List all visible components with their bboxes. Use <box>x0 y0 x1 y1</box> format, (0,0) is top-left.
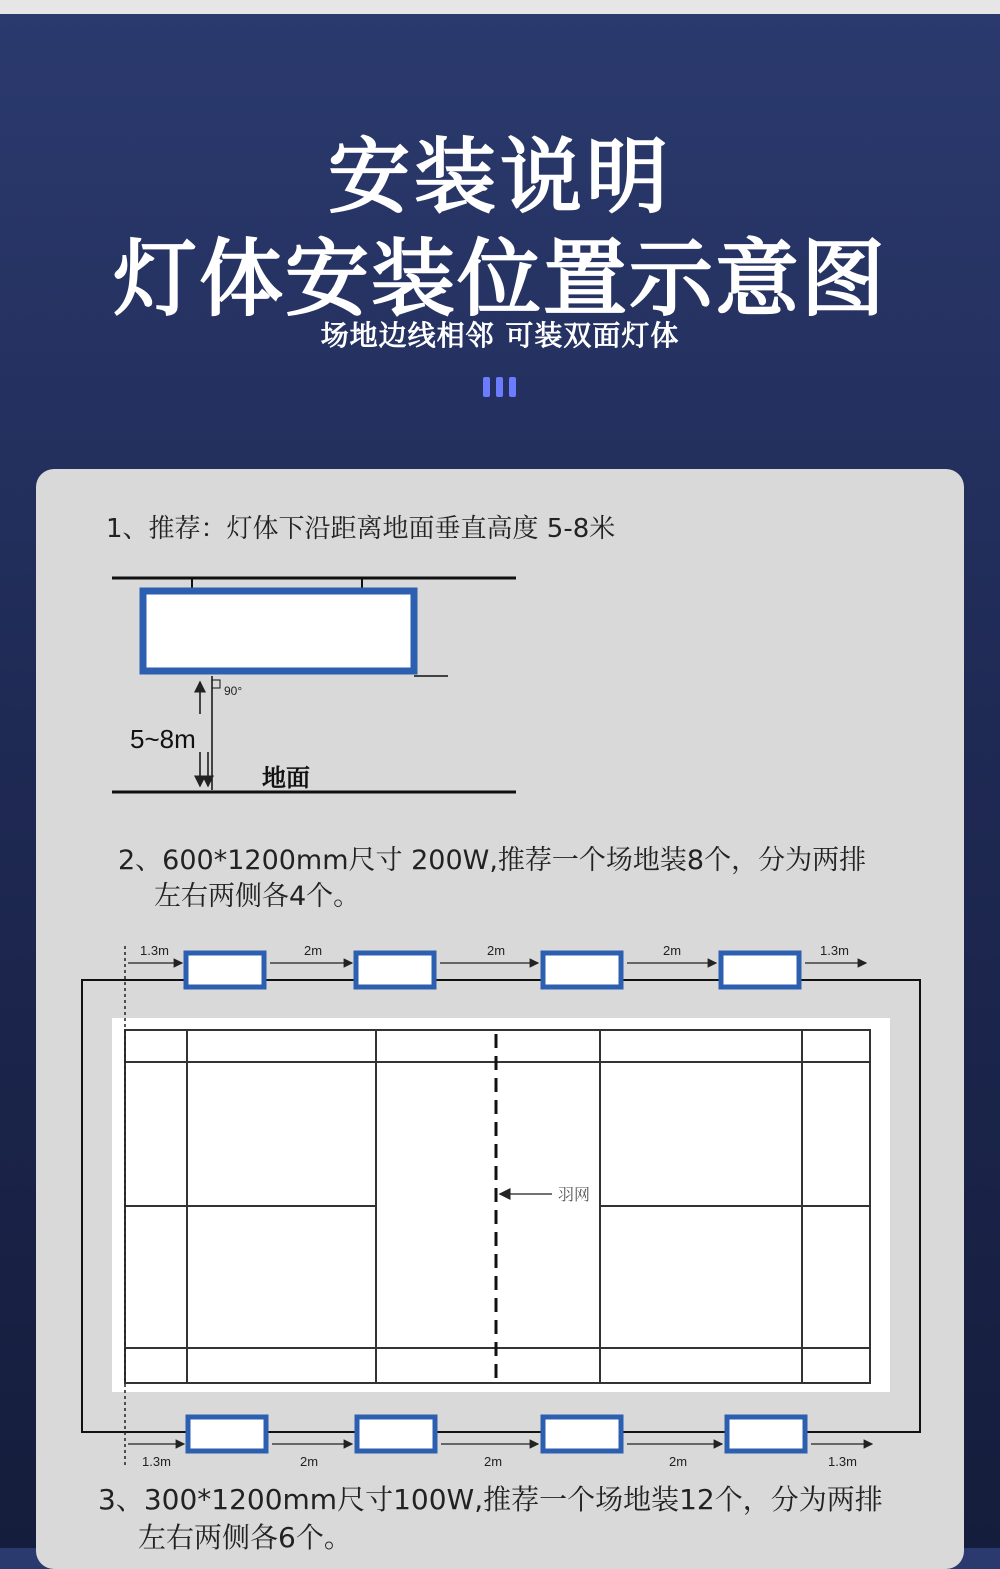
lamp-icon <box>357 1417 435 1451</box>
net-label: 羽网 <box>558 1185 591 1204</box>
lamp-icon <box>543 953 621 987</box>
step-2-text-cont: 左右两侧各4个。 <box>154 881 361 912</box>
spacing-label: 1.3m <box>820 943 849 958</box>
lamp-icon <box>543 1417 621 1451</box>
spacing-label: 2m <box>300 1454 319 1469</box>
step-3-text: 3、300*1200mm尺寸100W,推荐一个场地装12个，分为两排 <box>98 1483 883 1516</box>
spacing-label: 1.3m <box>828 1454 857 1469</box>
bottom-spacing-labels <box>142 1454 857 1469</box>
height-label: 5~8m <box>130 724 196 754</box>
spacing-label: 2m <box>669 1454 688 1469</box>
lamp-icon <box>721 953 799 987</box>
spacing-label: 2m <box>487 943 506 958</box>
lamp-icon <box>188 1417 266 1451</box>
page-title: 安装说明 <box>327 130 672 225</box>
lamp-icon <box>143 591 414 671</box>
lamp-icon <box>186 953 264 987</box>
page-subtitle-main: 灯体安装位置示意图 <box>112 230 887 328</box>
step-2-text: 2、600*1200mm尺寸 200W,推荐一个场地装8个，分为两排 <box>118 845 867 876</box>
lamp-icon <box>356 953 434 987</box>
angle-label: 90° <box>224 684 243 698</box>
height-diagram <box>112 578 516 792</box>
step-1-text: 1、推荐：灯体下沿距离地面垂直高度 5-8米 <box>106 514 616 544</box>
spacing-label: 2m <box>484 1454 503 1469</box>
lamp-icon <box>727 1417 805 1451</box>
page-tagline: 场地边线相邻 可装双面灯体 <box>320 319 680 352</box>
top-lamp-row <box>186 953 799 987</box>
spacing-label: 2m <box>304 943 323 958</box>
court-diagram <box>82 943 920 1469</box>
spacing-label: 1.3m <box>142 1454 171 1469</box>
spacing-label: 1.3m <box>140 943 169 958</box>
ground-label: 地面 <box>262 764 310 792</box>
spacing-label: 2m <box>663 943 682 958</box>
bottom-lamp-row <box>188 1417 805 1451</box>
step-3-text-cont: 左右两侧各6个。 <box>138 1521 352 1554</box>
